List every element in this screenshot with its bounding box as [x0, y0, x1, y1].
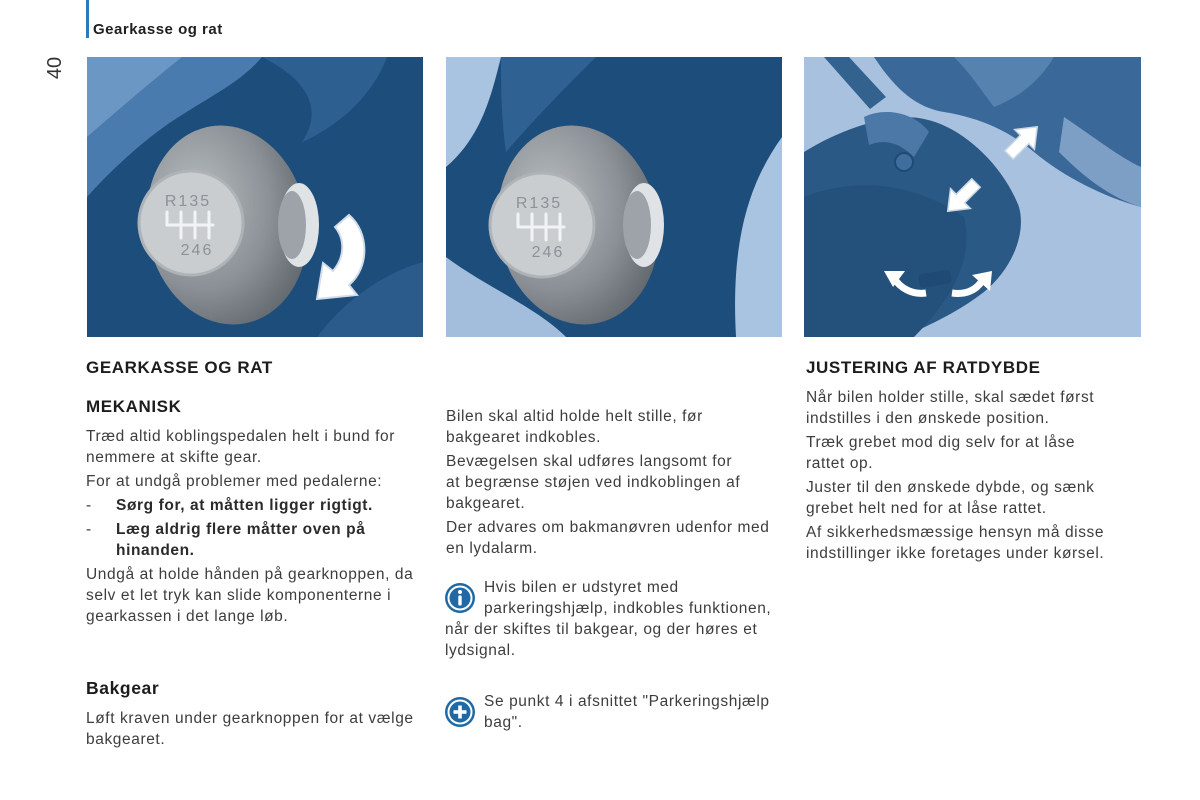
paragraph: Juster til den ønskede dybde, og sænk grebet helt ned for at låse rattet.	[806, 478, 1095, 517]
steering-column-illustration	[804, 57, 1141, 337]
paragraph: For at undgå problemer med pedalerne:	[86, 472, 383, 490]
gear-knob-illustration	[446, 57, 782, 337]
shift-pattern-top-label: R135	[164, 193, 212, 210]
section-title: Gearkasse og rat	[93, 21, 223, 38]
info-note	[445, 577, 795, 664]
shift-pattern-top-label: R135	[515, 195, 563, 212]
paragraph: Undgå at holde hånden på gearknoppen, da selv et let tryk kan slide komponenterne i gearkassen i det lange løb.	[86, 565, 414, 625]
paragraph: Af sikkerhedsmæssige hensyn må disse indstillinger ikke foretages under kørsel.	[806, 523, 1105, 562]
paragraph: Når bilen holder stille, skal sædet først indstilles i den ønskede position.	[806, 388, 1095, 427]
paragraph: Løft kraven under gearknoppen for at vælge bakgearet.	[86, 709, 414, 748]
reverse-collar-inner	[278, 191, 306, 259]
gear-knob-face	[139, 171, 243, 275]
reverse-gear-body	[86, 708, 441, 753]
gear-knob-reverse-illustration	[87, 57, 423, 337]
list-item	[86, 519, 441, 561]
paragraph: Der advares om bakmanøvren udenfor med en lydalarm.	[446, 518, 770, 557]
gear-knob-reverse-svg	[87, 57, 423, 337]
shift-pattern-bottom-label: 246	[180, 242, 214, 259]
mechanical-subheading: MEKANISK	[86, 396, 182, 416]
bullet-text: Læg aldrig flere måtter oven på hinanden.	[116, 520, 366, 559]
bullet-dash: -	[86, 496, 92, 514]
reverse-collar-inner	[623, 191, 651, 259]
gear-knob-face	[490, 173, 594, 277]
paragraph: Bevægelsen skal udføres langsomt for at begrænse støjen ved indkoblingen af bakgearet.	[446, 452, 741, 512]
page-number: 40	[44, 56, 66, 80]
paragraph: Træd altid koblingspedalen helt i bund for nemmere at skifte gear.	[86, 427, 395, 466]
info-icon	[445, 583, 475, 613]
info-note-text: Hvis bilen er udstyret med parkeringshjælp, indkobles funktionen, når der skiftes til bakgear, og der høres et lydsignal.	[445, 578, 772, 659]
column-bolt	[895, 153, 913, 171]
bullet-dash: -	[86, 520, 92, 538]
steering-depth-body	[806, 387, 1176, 567]
gearbox-body	[86, 426, 441, 630]
header-accent-line	[86, 0, 89, 38]
see-also-note	[445, 691, 795, 736]
steering-depth-heading: JUSTERING AF RATDYBDE	[806, 357, 1041, 377]
shift-pattern-bottom-label: 246	[531, 244, 565, 261]
paragraph: Træk grebet mod dig selv for at låse rattet op.	[806, 433, 1076, 472]
steering-column-svg	[804, 57, 1141, 337]
plus-icon	[445, 697, 475, 727]
gear-knob-svg	[446, 57, 782, 337]
reverse-body	[446, 406, 791, 562]
bullet-text: Sørg for, at måtten ligger rigtigt.	[116, 496, 373, 514]
gearbox-heading: GEARKASSE OG RAT	[86, 357, 273, 377]
reverse-gear-subheading: Bakgear	[86, 677, 160, 698]
paragraph: Bilen skal altid holde helt stille, før bakgearet indkobles.	[446, 407, 703, 446]
list-item	[86, 495, 441, 516]
see-also-note-text: Se punkt 4 i afsnittet "Parkeringshjælp bag".	[484, 692, 770, 731]
